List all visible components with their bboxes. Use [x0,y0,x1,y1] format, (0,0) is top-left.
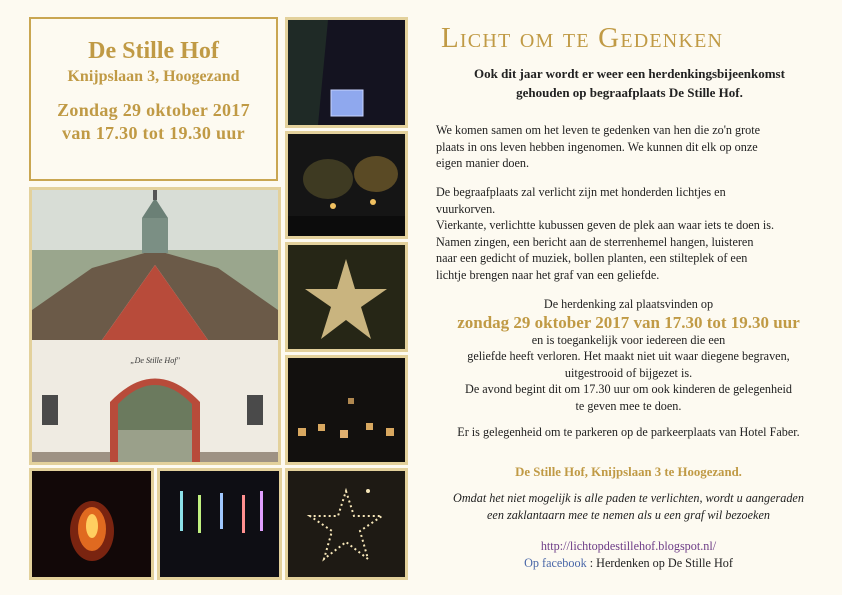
text-line: Vierkante, verlichtte kubussen geven de plek aan waar iets te doen is. [436,218,775,232]
address-line: De Stille Hof, Knijpslaan 3 te Hoogezand. [515,465,742,479]
text-line: naar een gedicht of muziek, bollen planten, een stilteplek of een [436,251,748,265]
highlight-date: zondag 29 oktober 2017 van 17.30 tot 19.30 uur [457,312,800,332]
facebook-text: : Herdenken op De Stille Hof [589,555,733,570]
lead-text [432,64,827,102]
building-photo [29,187,281,465]
page-title: Licht om te Gedenken [441,22,724,54]
venue-address: Knijpslaan 3, Hoogezand [67,68,240,85]
building-sign: „De Stille Hof" [130,356,180,365]
photo-candles [285,355,408,465]
text-line: geliefde heeft verloren. Het maakt niet uit waar diegene begraven, [467,349,790,363]
paragraph-activities [436,184,821,283]
text-line: De avond begint dit om 17.30 uur om ook kinderen de gelegenheid [465,382,792,396]
text-line: eigen manier doen. [436,156,530,170]
text-line: te geven mee te doen. [575,398,682,413]
text-line: Omdat het niet mogelijk is alle paden te verlichten, wordt u aangeraden [453,491,804,505]
text-line: uitgestrooid of bijgezet is. [564,365,693,380]
text-line: De begraafplaats zal verlicht zijn met honderden lichtjes en [436,185,726,199]
text-line: een zaklantaarn mee te nemen als u een graf wil bezoeken [487,507,770,522]
text-line: plaats in ons leven hebben ingenomen. We kunnen dit elk op onze [436,139,758,154]
event-info-box [29,17,278,181]
text-line: en is toegankelijk voor iedereen die een [531,332,726,347]
lead-line: gehouden op begraafplaats De Stille Hof. [516,85,743,100]
paragraph-intro [436,122,821,172]
text-line: vuurkorven. [436,201,496,216]
text-line: We komen samen om het leven te gedenken van hen die zo'n grote [436,123,761,137]
photo-light-stars [285,468,408,580]
text-line: lichtje brengen naar het graf van een geliefde. [436,267,660,282]
venue-name: De Stille Hof [88,38,219,64]
flashlight-note [436,490,821,523]
links [436,538,821,571]
parking-info: Er is gelegenheid om te parkeren op de parkeerplaats van Hotel Faber. [457,425,800,439]
event-date: Zondag 29 oktober 2017 [57,100,250,120]
text-line: De herdenking zal plaatsvinden op [543,297,714,311]
event-time: van 17.30 tot 19.30 uur [62,123,245,143]
lead-line: Ook dit jaar wordt er weer een herdenkingsbijeenkomst [474,66,785,81]
photo-fire-basket [29,468,154,580]
photo-star [285,242,408,352]
facebook-link[interactable]: Op facebook [524,555,587,570]
photo-cube-light [285,17,408,128]
text-line: Namen zingen, een bericht aan de sterrenhemel hangen, luisteren [436,234,754,249]
blog-link[interactable]: http://lichtopdestillehof.blogspot.nl/ [540,539,717,553]
photo-lit-trees [285,131,408,239]
paragraph-details [436,296,821,414]
photo-light-path [157,468,282,580]
